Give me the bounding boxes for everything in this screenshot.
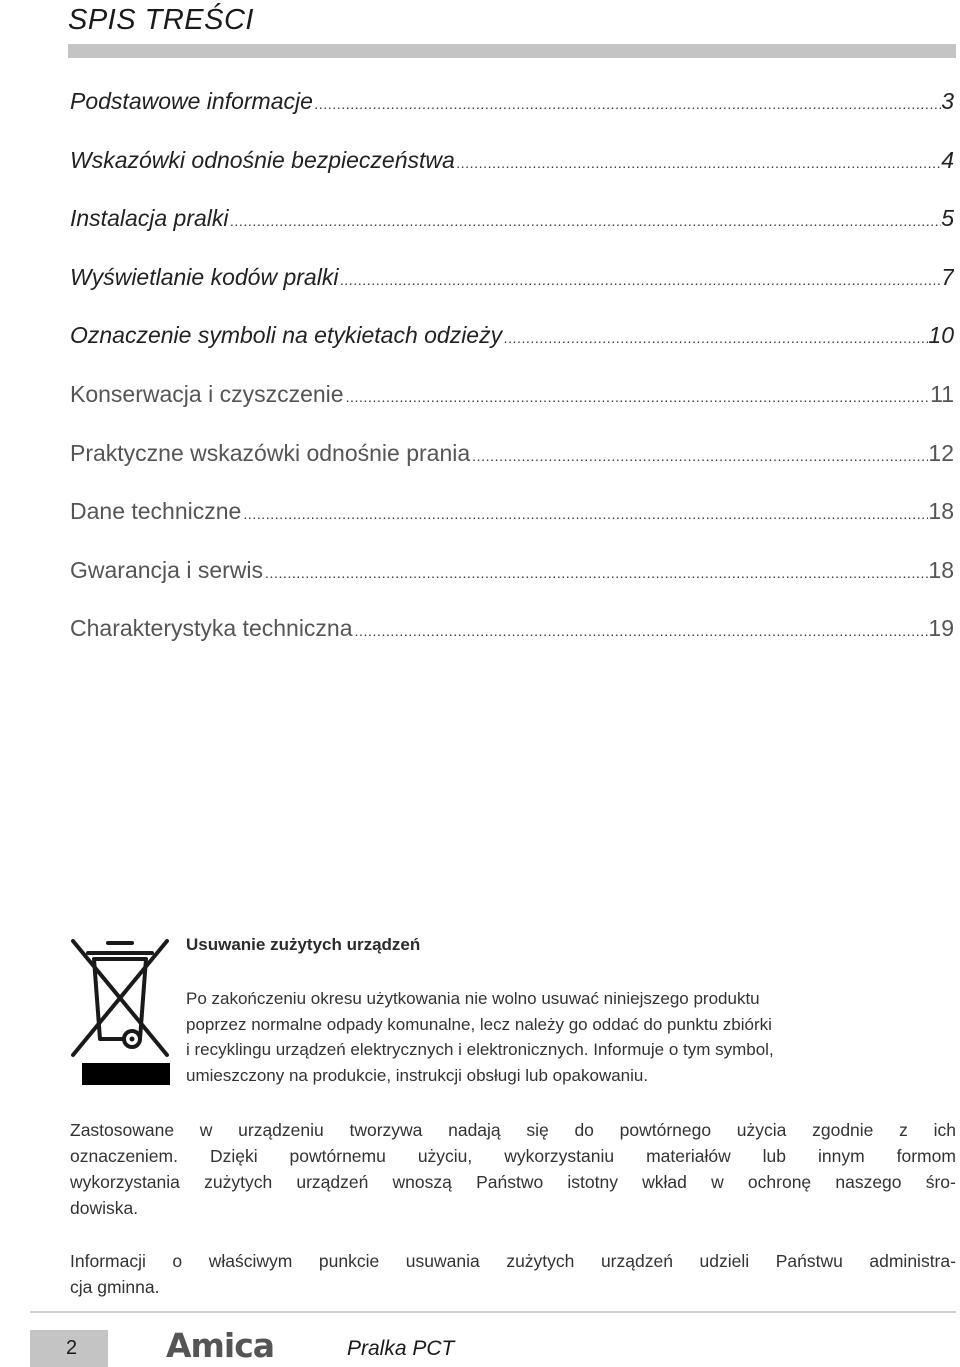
toc-entry-page: 7 (941, 263, 954, 290)
recycling-paragraph (70, 1117, 956, 1221)
text-line: Po zakończeniu okresu użytkowania nie wolno usuwać niniejszego produktu (186, 989, 760, 1008)
toc-entry[interactable] (70, 381, 954, 440)
toc-entry-page: 19 (928, 615, 954, 642)
toc-entry-label: Praktyczne wskazówki odnośnie prania (70, 439, 471, 466)
toc-entry-label: Instalacja pralki (70, 205, 229, 232)
page-title: SPIS TREŚCI (68, 4, 254, 36)
toc-leader-dots (470, 448, 928, 464)
toc-entry[interactable] (70, 264, 954, 323)
toc-entry-label: Oznaczenie symboli na etykietach odzieży (70, 322, 503, 349)
toc-entry-page: 4 (941, 146, 954, 173)
text-line: dowiska. (70, 1198, 139, 1218)
footer-page-number: 2 (66, 1337, 78, 1359)
text-line: oznaczeniem. Dzięki powtórnemu użyciu, wykorzystaniu materiałów lub innym formom (70, 1146, 956, 1166)
toc-entry[interactable] (70, 615, 954, 674)
toc-entry-label: Wskazówki odnośnie bezpieczeństwa (70, 146, 455, 173)
toc-entry[interactable] (70, 440, 954, 499)
footer-divider (30, 1311, 956, 1313)
text-line: poprzez normalne odpady komunalne, lecz należy go oddać do punktu zbiórki (186, 1014, 772, 1034)
toc-leader-dots (313, 96, 941, 112)
toc-entry-label: Charakterystyka techniczna (70, 615, 353, 642)
toc-entry[interactable] (70, 88, 954, 147)
toc-entry[interactable] (70, 205, 954, 264)
toc-entry[interactable] (70, 498, 954, 557)
toc-entry-page: 5 (941, 205, 954, 232)
disposal-point-paragraph (70, 1248, 956, 1300)
toc-entry-page: 11 (930, 380, 954, 407)
text-line: wykorzystania zużytych urządzeń wnoszą Państwo istotny wkład w ochronę naszego śro- (70, 1172, 956, 1192)
toc-leader-dots (241, 506, 928, 522)
toc-entry-page: 18 (928, 556, 954, 583)
toc-entry[interactable] (70, 557, 954, 616)
table-of-contents (70, 88, 954, 674)
toc-entry-label: Wyświetlanie kodów pralki (70, 263, 339, 290)
toc-leader-dots (338, 272, 941, 288)
text-line: cja gminna. (70, 1277, 160, 1297)
weee-paragraph (186, 986, 958, 1088)
toc-entry-label: Gwarancja i serwis (70, 556, 263, 583)
toc-leader-dots (455, 155, 941, 171)
toc-leader-dots (502, 330, 928, 346)
toc-leader-dots (229, 213, 942, 229)
toc-entry-page: 12 (928, 439, 954, 466)
toc-entry-page: 10 (928, 322, 954, 349)
crossed-out-bin-icon (70, 935, 170, 1087)
toc-entry-label: Dane techniczne (70, 498, 242, 525)
toc-leader-dots (344, 389, 931, 405)
text-line: Informacji o właściwym punkcie usuwania zużytych urządzeń udzieli Państwu administra- (70, 1251, 956, 1271)
text-line: umieszczony na produkcie, instrukcji obsługi lub opakowaniu. (186, 1065, 649, 1085)
toc-entry-label: Konserwacja i czyszczenie (70, 380, 344, 407)
weee-heading: Usuwanie zużytych urządzeń (186, 935, 421, 954)
toc-entry[interactable] (70, 322, 954, 381)
text-line: i recyklingu urządzeń elektrycznych i elektronicznych. Informuje o tym symbol, (186, 1040, 774, 1059)
toc-entry-label: Podstawowe informacje (70, 88, 313, 114)
toc-leader-dots (263, 565, 928, 581)
toc-leader-dots (353, 623, 929, 639)
footer-product-name: Pralka PCT (347, 1337, 455, 1360)
amica-logo: Amica (166, 1326, 275, 1365)
toc-entry-page: 3 (941, 88, 954, 114)
toc-entry[interactable] (70, 147, 954, 206)
text-line: Zastosowane w urządzeniu tworzywa nadają się do powtórnego użycia zgodnie z ich (70, 1120, 956, 1140)
toc-entry-page: 18 (928, 498, 954, 525)
title-underline-bar (68, 44, 956, 58)
